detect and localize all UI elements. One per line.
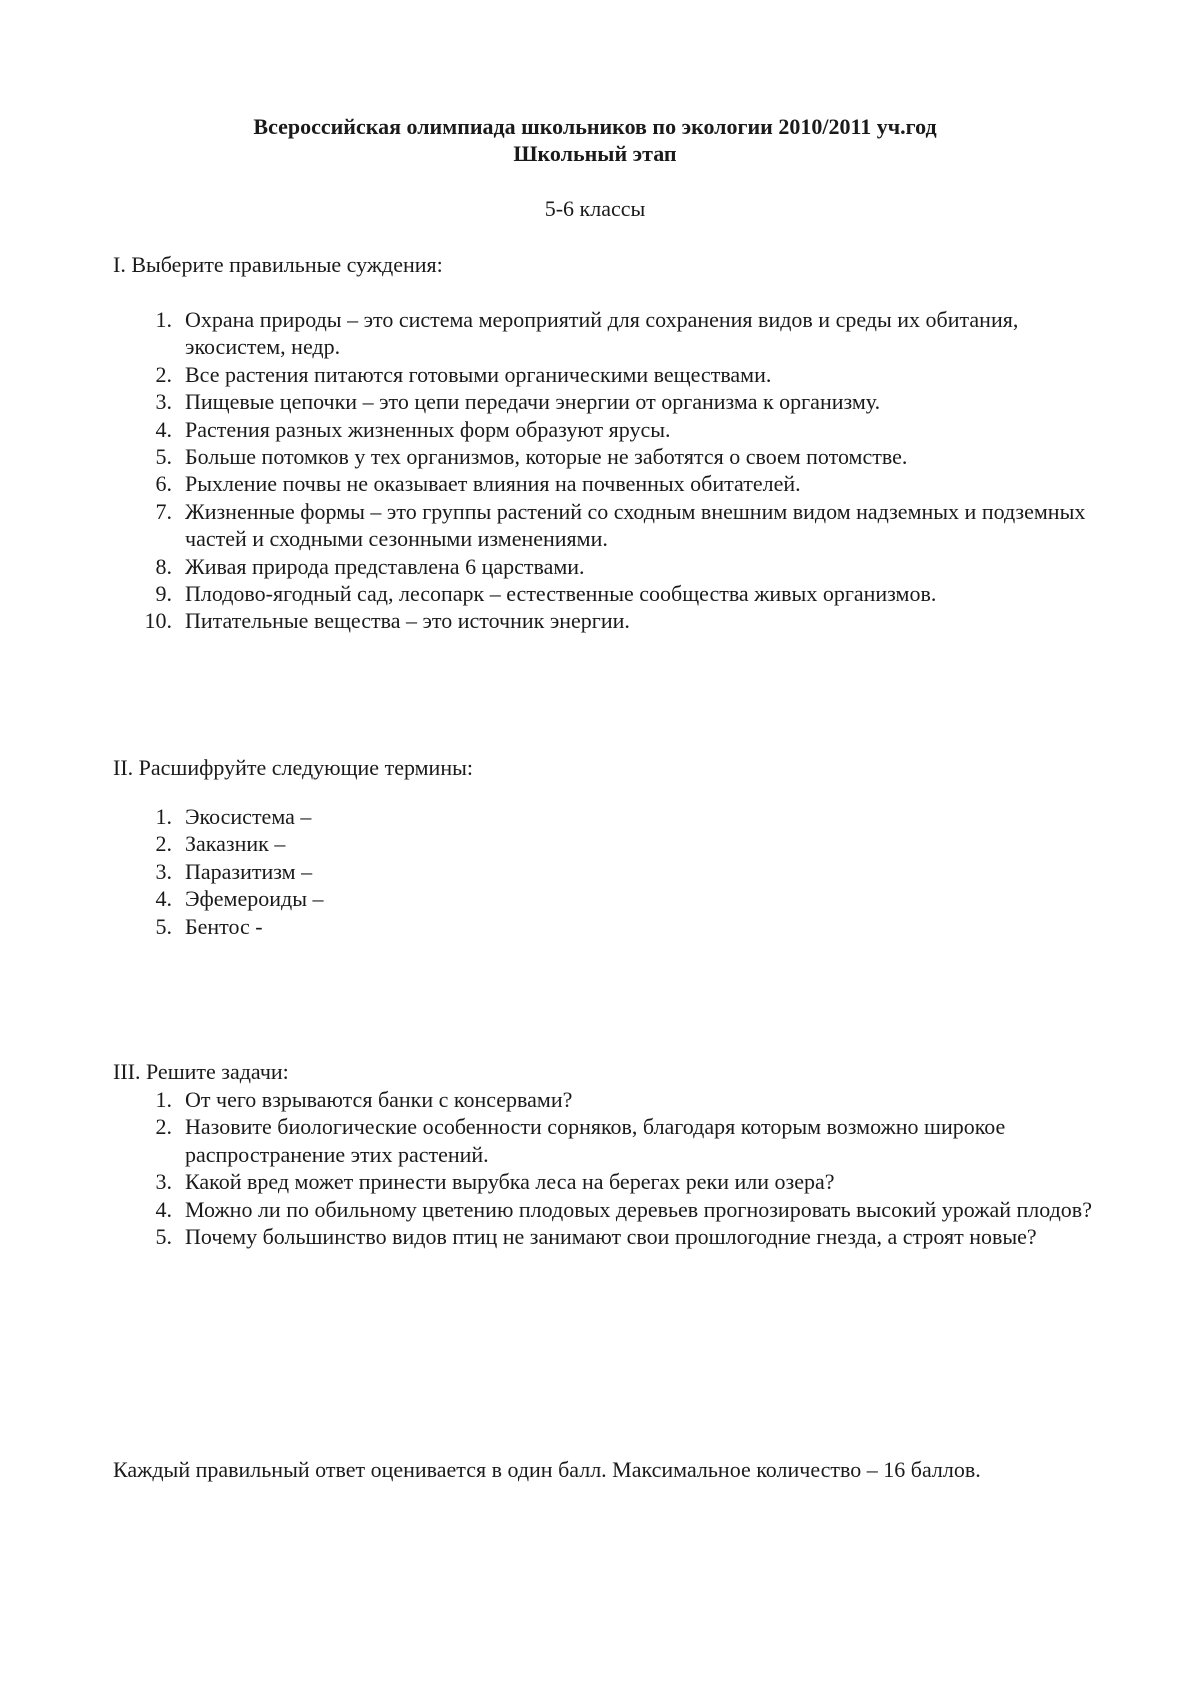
item-text: Плодово-ягодный сад, лесопарк – естественные сообщества живых организмов. — [185, 581, 937, 607]
item-text: Все растения питаются готовыми органическими веществами. — [185, 361, 772, 387]
item-number: 7. — [155, 498, 172, 524]
item-number: 10. — [144, 608, 172, 634]
list-item — [0, 416, 1190, 443]
item-number: 3. — [155, 1169, 172, 1195]
item-number: 2. — [155, 831, 172, 857]
list-item — [0, 858, 1190, 885]
list-item — [0, 1168, 1190, 1195]
item-number: 6. — [155, 471, 172, 497]
item-number: 2. — [155, 361, 172, 387]
item-text: Экосистема – — [185, 804, 312, 829]
item-number: 1. — [155, 1087, 172, 1112]
item-text: Назовите биологические особенности сорняков, благодаря которым возможно широкое распространение этих растений. — [185, 1114, 1006, 1167]
list-item — [0, 470, 1190, 497]
list-item — [0, 388, 1190, 415]
document-subtitle: Школьный этап — [513, 141, 677, 166]
item-text: Почему большинство видов птиц не занимают свои прошлогодние гнезда, а строят новые? — [185, 1224, 1037, 1250]
item-text: Охрана природы – это система мероприятий для сохранения видов и среды их обитания, экосистем, недр. — [185, 307, 1019, 360]
list-item — [0, 1196, 1190, 1223]
item-text: Жизненные формы – это группы растений со сходным внешним видом надземных и подземных частей и сходными сезонными изменениями. — [185, 498, 1086, 552]
section-2-heading: II. Расшифруйте следующие термины: — [113, 755, 473, 780]
section-2-list — [0, 803, 1190, 940]
item-text: Растения разных жизненных форм образуют ярусы. — [185, 416, 671, 442]
list-item — [0, 553, 1190, 580]
item-text: Какой вред может принести вырубка леса на берегах реки или озера? — [185, 1169, 835, 1195]
list-item — [0, 830, 1190, 857]
list-item — [0, 306, 1190, 361]
item-number: 1. — [155, 307, 172, 332]
item-text: Заказник – — [185, 831, 286, 857]
list-item — [0, 885, 1190, 912]
section-3-heading: III. Решите задачи: — [113, 1059, 289, 1084]
item-number: 5. — [155, 1224, 172, 1250]
section-3-list — [0, 1086, 1190, 1250]
list-item — [0, 361, 1190, 388]
item-number: 3. — [155, 389, 172, 415]
item-text: Паразитизм – — [185, 858, 313, 884]
list-item — [0, 1113, 1190, 1168]
section-1-heading: I. Выберите правильные суждения: — [113, 252, 443, 277]
item-number: 4. — [155, 1196, 172, 1222]
item-text: Бентос - — [185, 913, 263, 939]
list-item — [0, 913, 1190, 940]
item-text: Рыхление почвы не оказывает влияния на почвенных обитателей. — [185, 471, 801, 497]
list-item — [0, 443, 1190, 470]
grade-label: 5-6 классы — [544, 196, 646, 221]
item-text: Можно ли по обильному цветению плодовых деревьев прогнозировать высокий урожай плодов? — [185, 1196, 1092, 1222]
list-item — [0, 498, 1190, 553]
item-number: 5. — [155, 913, 172, 939]
item-number: 1. — [155, 804, 172, 829]
item-text: От чего взрываются банки с консервами? — [185, 1087, 573, 1112]
item-text: Питательные вещества – это источник энергии. — [185, 608, 630, 634]
item-number: 2. — [155, 1114, 172, 1140]
item-number: 8. — [155, 553, 172, 579]
list-item — [0, 1086, 1190, 1113]
item-text: Пищевые цепочки – это цепи передачи энергии от организма к организму. — [185, 389, 881, 415]
list-item — [0, 1223, 1190, 1250]
list-item — [0, 607, 1190, 634]
item-number: 3. — [155, 858, 172, 884]
item-text: Больше потомков у тех организмов, которые не заботятся о своем потомстве. — [185, 444, 908, 470]
item-number: 4. — [155, 416, 172, 442]
item-number: 5. — [155, 444, 172, 470]
list-item — [0, 580, 1190, 607]
document-title: Всероссийская олимпиада школьников по экологии 2010/2011 уч.год — [253, 114, 937, 139]
item-text: Живая природа представлена 6 царствами. — [185, 553, 585, 579]
item-number: 4. — [155, 886, 172, 912]
section-1-list — [0, 306, 1190, 635]
item-number: 9. — [155, 581, 172, 607]
list-item — [0, 803, 1190, 830]
scoring-note: Каждый правильный ответ оценивается в один балл. Максимальное количество – 16 баллов. — [113, 1457, 981, 1482]
item-text: Эфемероиды – — [185, 886, 324, 912]
